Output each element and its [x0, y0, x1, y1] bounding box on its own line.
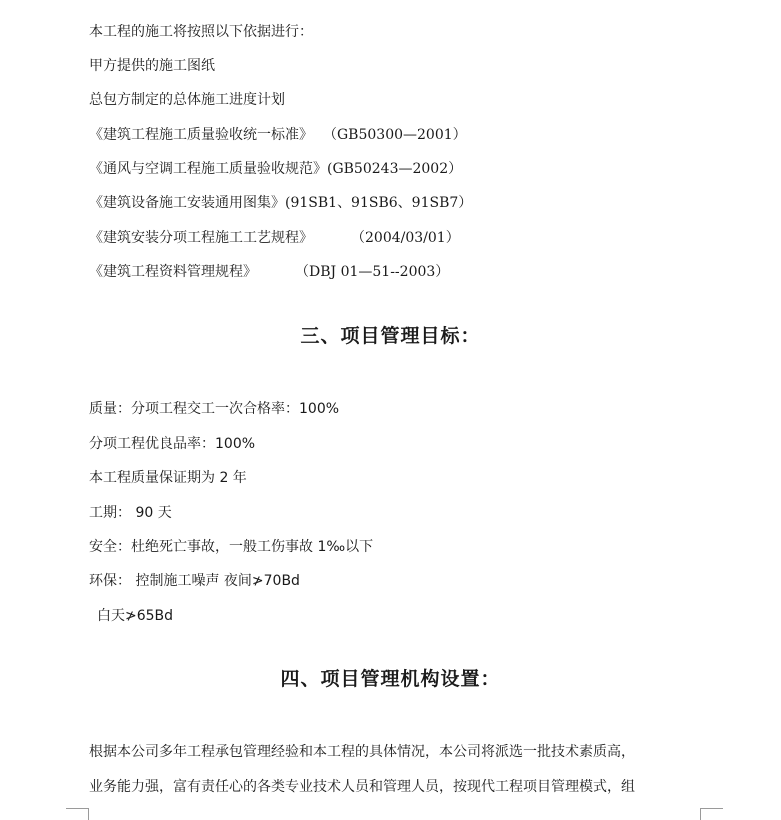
basis-item-drawings: 甲方提供的施工图纸 [89, 58, 215, 74]
reference-title: 《建筑安装分项工程施工工艺规程》 [89, 230, 313, 246]
reference-code: (91SB1、91SB6、91SB7） [285, 195, 473, 211]
section-heading-organization: 四、项目管理机构设置： [280, 668, 501, 690]
reference-title: 《建筑工程施工质量验收统一标准》 [89, 127, 313, 143]
reference-line [89, 228, 460, 248]
goal-environment-day: 白天≯65Bd [97, 608, 174, 624]
organization-paragraph-line: 业务能力强，富有责任心的各类专业技术人员和管理人员，按现代工程项目管理模式，组 [89, 779, 635, 795]
reference-title: 《建筑设备施工安装通用图集》 [89, 195, 285, 211]
basis-item-schedule: 总包方制定的总体施工进度计划 [89, 92, 285, 108]
reference-title: 《建筑工程资料管理规程》 [89, 264, 257, 280]
organization-paragraph-line: 根据本公司多年工程承包管理经验和本工程的具体情况，本公司将派选一批技术素质高， [89, 744, 635, 760]
reference-line [89, 193, 472, 213]
basis-intro: 本工程的施工将按照以下依据进行： [89, 24, 313, 40]
goal-quality: 质量：分项工程交工一次合格率：100% [89, 401, 340, 417]
reference-code: （2004/03/01） [351, 230, 460, 246]
reference-line [89, 262, 449, 282]
page-corner-mark-right [700, 808, 723, 820]
reference-code: (GB50243—2002） [327, 161, 463, 177]
goal-warranty: 本工程质量保证期为 2 年 [89, 470, 247, 486]
goal-excellent-rate: 分项工程优良品率：100% [89, 436, 256, 452]
section-heading-management-goals: 三、项目管理目标： [300, 325, 481, 347]
page-corner-mark-left [66, 808, 89, 820]
goal-duration: 工期： 90 天 [89, 505, 172, 521]
reference-code: （DBJ 01—51--2003） [295, 264, 450, 280]
goal-environment-night: 环保： 控制施工噪声 夜间≯70Bd [89, 573, 300, 589]
reference-line [89, 125, 467, 145]
goal-safety: 安全：杜绝死亡事故，一般工伤事故 1‰以下 [89, 539, 374, 555]
reference-title: 《通风与空调工程施工质量验收规范》 [89, 161, 327, 177]
reference-line [89, 159, 462, 179]
reference-code: （GB50300—2001） [323, 127, 467, 143]
